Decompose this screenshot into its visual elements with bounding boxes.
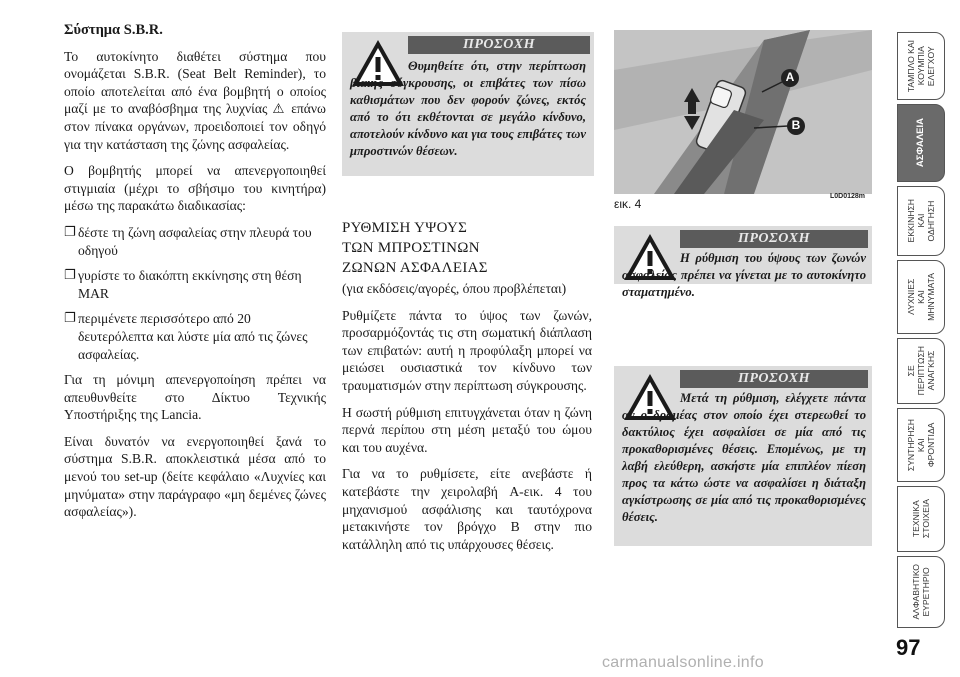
- warning-box: [614, 366, 872, 546]
- page-number: 97: [896, 635, 921, 660]
- sbr-section: [64, 22, 326, 530]
- tab-technical-data[interactable]: ΤΕΧΝΙΚΑ ΣΤΟΙΧΕΙΑ: [897, 486, 945, 552]
- warning-box: [342, 32, 594, 176]
- chapter-tabs: [897, 32, 945, 630]
- checkbox-bullet-icon: ❐: [64, 224, 76, 240]
- warning-header: ΠΡΟΣΟΧΗ: [680, 370, 868, 388]
- warning-header: ΠΡΟΣΟΧΗ: [680, 230, 868, 248]
- seatbelt-illustration: [614, 30, 872, 194]
- warning-text: Η ρύθμιση του ύψους των ζωνών ασφαλείας πρέπει να γίνεται με το αυτοκίνητο σταματημένο.: [622, 251, 866, 299]
- section-heading-line: ΖΩΝΩΝ ΑΣΦΑΛΕΙΑΣ: [342, 260, 488, 276]
- sbr-title: Σύστημα S.B.R.: [64, 22, 163, 38]
- checkbox-bullet-icon: ❐: [64, 311, 76, 327]
- section-subtitle: (για εκδόσεις/αγορές, όπου προβλέπεται): [342, 281, 567, 296]
- section-paragraph-1: Ρυθμίζετε πάντα το ύψος των ζωνών, προσαρμόζοντάς τις στη σωματική διάπλαση των επιβατών: αυτή η προφύλαξη μπορεί να μειώσει ουσιαστικά τον κίνδυνο των τραυματισμών στην περίπτωση σύγκρουσης.: [342, 307, 592, 393]
- warning-header: ΠΡΟΣΟΧΗ: [408, 36, 590, 54]
- warning-text: Θυμηθείτε ότι, στην περίπτωση βίαιης σύγκρουσης, οι επιβάτες των πίσω καθισμάτων που δεν φορούν ζώνες, εκτός από το ότι εκθέτονται σε μεγάλο κίνδυνο, αποτελούν κίνδυνο και για τους επιβάτες των μπροστινών θέσεων.: [350, 59, 586, 158]
- seatbelt-height-section: [342, 218, 592, 562]
- warning-text: Μετά τη ρύθμιση, ελέγχετε πάντα αν ο δρομέας στον οποίο έχει στερεωθεί το δακτύλιος έχει ασφαλίσει σε μία από τις προκαθορισμένες θέσεις. Επομένως, με τη λαβή ελεύθερη, ασκήστε μία επιπλέον πίεση προς τα κάτω ώστε να ασφαλίσει η διάταξη αγκίστρωσης σε μία από τις προκαθορισμένες θέσεις.: [622, 391, 866, 524]
- section-heading-line: ΤΩΝ ΜΠΡΟΣΤΙΝΩΝ: [342, 240, 480, 256]
- section-paragraph-3: Για να το ρυθμίσετε, είτε ανεβάστε ή κατεβάστε την χειρολαβή A-εικ. 4 του μηχανισμού ασφάλισης και ταυτόχρονα μετακινήστε τον βρόγχο B στην πιο κατάλληλη από τις υπάρχουσες θέσεις.: [342, 466, 592, 552]
- figure-label-a: A: [785, 70, 795, 84]
- sbr-paragraph-3: Για τη μόνιμη απενεργοποίηση πρέπει να απευθυνθείτε στο Δίκτυο Τεχνικής Υποστήριξης της Lancia.: [64, 372, 326, 423]
- tab-safety[interactable]: ΑΣΦΑΛΕΙΑ: [897, 104, 945, 182]
- bullet-item: ❐ περιμένετε περισσότερο από 20 δευτερόλεπτα και λύστε μία από τις ζώνες ασφαλείας.: [64, 311, 308, 362]
- warning-box: [614, 226, 872, 299]
- section-paragraph-2: Η σωστή ρύθμιση επιτυγχάνεται όταν η ζώνη περνά περίπου στη μέση μεταξύ του ώμου και του αυχένα.: [342, 404, 592, 455]
- figure-label-b: B: [791, 118, 801, 132]
- bullet-item: ❐ γυρίστε το διακόπτη εκκίνησης στη θέση MAR: [64, 268, 302, 301]
- tab-maintenance-care[interactable]: ΣΥΝΤΗΡΗΣΗ ΚΑΙ ΦΡΟΝΤΙΔΑ: [897, 408, 945, 482]
- watermark: carmanualsonline.info: [602, 654, 764, 671]
- tab-lights-messages[interactable]: ΛΥΧΝΙΕΣ ΚΑΙ ΜΗΝΥΜΑΤΑ: [897, 260, 945, 334]
- checkbox-bullet-icon: ❐: [64, 268, 76, 284]
- sbr-paragraph-1: Το αυτοκίνητο διαθέτει σύστημα που ονομάζεται S.B.R. (Seat Belt Reminder), το οποίο αποτελείται από ένα βομβητή ο οποίος μαζί με το αναβόσβημα της λυχνίας ⚠ επάνω στον πίνακα οργάνων, προειδοποιεί τον οδηγό για την κατάσταση της ζώνης ασφαλείας.: [64, 48, 326, 152]
- tab-emergency[interactable]: ΣΕ ΠΕΡΙΠΤΩΣΗ ΑΝΑΓΚΗΣ: [897, 338, 945, 404]
- tab-alphabetical-index[interactable]: ΑΛΦΑΒΗΤΙΚΟ ΕΥΡΕΤΗΡΙΟ: [897, 556, 945, 628]
- figure-caption: εικ. 4: [614, 197, 642, 211]
- sbr-paragraph-2: Ο βομβητής μπορεί να απενεργοποιηθεί στιγμιαία (μέχρι το σβήσιμο του κινητήρα) μέσω της παρακάτω διαδικασίας:: [64, 163, 326, 214]
- figure-code: L0D0128m: [830, 193, 866, 200]
- bullet-item: ❐ δέστε τη ζώνη ασφαλείας στην πλευρά του οδηγού: [64, 224, 312, 258]
- section-heading-line: ΡΥΘΜΙΣΗ ΥΨΟΥΣ: [342, 220, 468, 236]
- tab-starting-driving[interactable]: ΕΚΚΙΝΗΣΗ ΚΑΙ ΟΔΗΓΗΣΗ: [897, 186, 945, 256]
- tab-dashboard-controls[interactable]: ΤΑΜΠΛΟ ΚΑΙ ΚΟΥΜΠΙΑ ΕΛΕΓΧΟΥ: [897, 32, 945, 100]
- sbr-paragraph-4: Είναι δυνατόν να ενεργοποιηθεί ξανά το σύστημα S.B.R. αποκλειστικά μέσα από το μενού του set-up (δείτε κεφάλαιο «Λυχνίες και μηνύματα» στην παράγραφο «μη δεμένες ζώνες ασφαλείας»).: [64, 433, 326, 520]
- seatbelt-figure: [614, 30, 872, 194]
